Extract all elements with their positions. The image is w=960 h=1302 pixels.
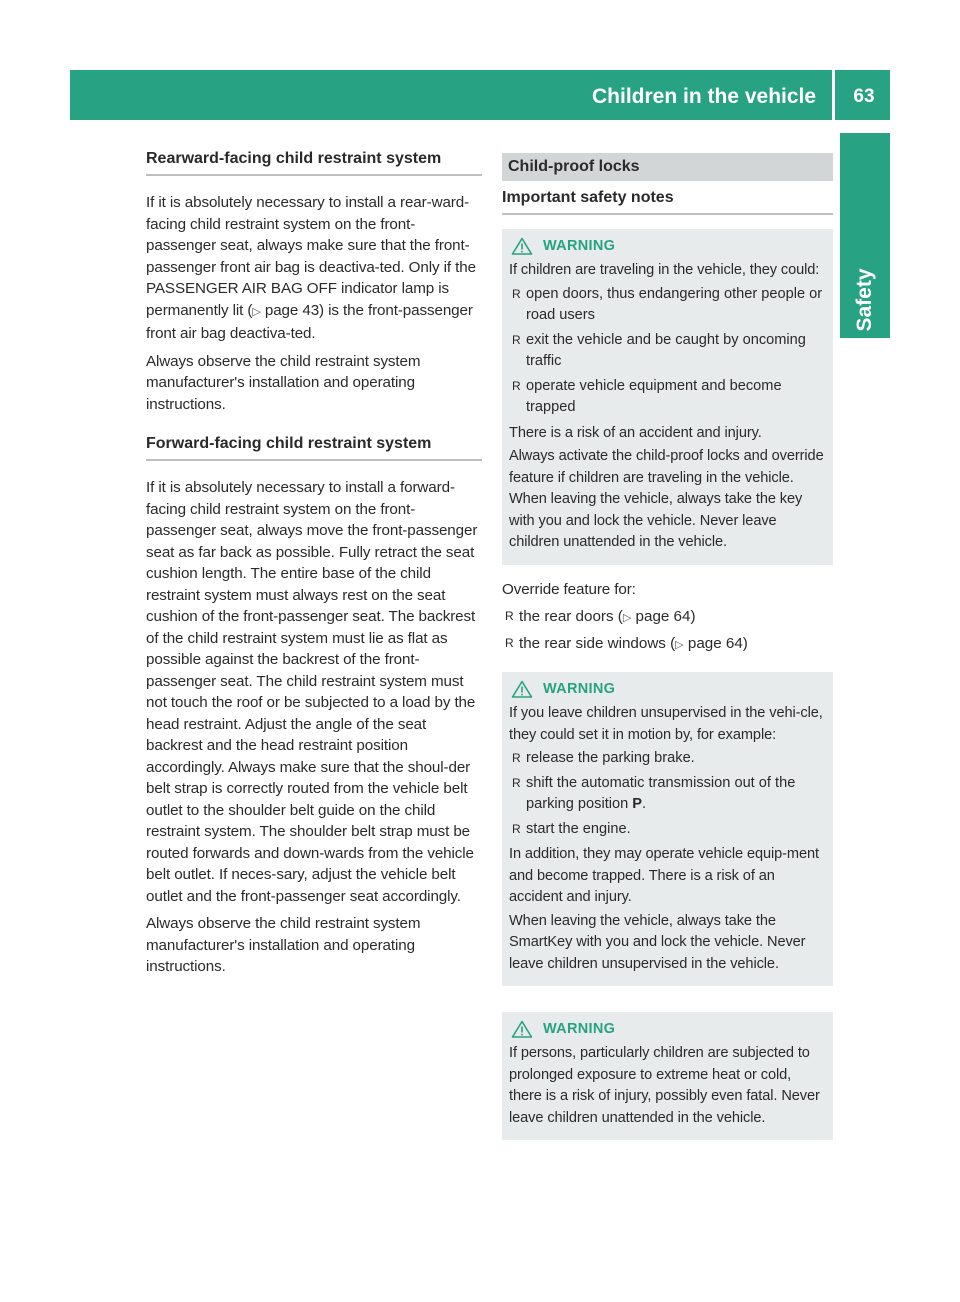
page-number: 63 xyxy=(853,86,875,107)
warning-triangle-icon xyxy=(511,237,533,255)
rearward-paragraph-1: If it is absolutely necessary to install a rear-ward-facing child restraint system on the front-passenger seat, always make sure that the front-passenger front air bag is deactiva-ted. Only if the PASSENGER AIR BAG OFF indicator lamp is permanently lit (▷ page 43) is the front-passenger front air bag deactiva-ted. xyxy=(146,194,476,342)
override-intro: Override feature for: xyxy=(502,580,636,598)
warning-2-list xyxy=(509,748,826,840)
bullet-icon: R xyxy=(512,286,521,301)
warning-1-risk: There is a risk of an accident and injury. xyxy=(509,424,762,441)
warning-2-intro: If you leave children unsupervised in the vehi-cle, they could set it in motion by, for example: xyxy=(509,705,823,743)
forward-paragraph-2: Always observe the child restraint system manufacturer's installation and operating instructions. xyxy=(146,915,421,975)
list-item: R exit the vehicle and be caught by oncoming traffic xyxy=(512,331,806,369)
warning-1-advice: Always activate the child-proof locks and override feature if children are traveling in the vehicle. When leaving the vehicle, always take the key with you and lock the vehicle. Never leave children unattended in the vehicle. xyxy=(509,448,824,550)
list-item: R start the engine. xyxy=(509,819,826,841)
bullet-icon: R xyxy=(512,775,521,790)
warning-box-1 xyxy=(502,229,833,565)
bullet-icon: R xyxy=(505,609,514,623)
bullet-icon: R xyxy=(512,751,521,765)
list-item: R open doors, thus endangering other people or road users xyxy=(512,285,823,323)
warning-3-text: If persons, particularly children are subjected to prolonged exposure to extreme heat or cold, there is a risk of injury, possibly even fatal. Never leave children unattended in the vehicle. xyxy=(509,1045,820,1126)
warning-2-advice: When leaving the vehicle, always take the SmartKey with you and lock the vehicle. Never leave children unsupervised in the vehicle. xyxy=(509,912,806,972)
page-reference-arrow-icon: ▷ xyxy=(252,305,261,318)
warning-1-list xyxy=(509,284,826,419)
bullet-icon: R xyxy=(512,332,521,347)
warning-triangle-icon xyxy=(511,680,533,698)
left-column xyxy=(146,150,482,984)
page-link-64-windows[interactable]: page 64 xyxy=(687,634,743,652)
page-link-64-doors[interactable]: page 64 xyxy=(635,608,691,625)
list-item: R operate vehicle equipment and become trapped xyxy=(512,377,782,415)
rearward-heading: Rearward-facing child restraint system xyxy=(146,150,482,176)
page-link-43[interactable]: page 43 xyxy=(264,301,320,319)
forward-heading: Forward-facing child restraint system xyxy=(146,435,482,461)
safety-notes-heading: Important safety notes xyxy=(502,189,833,215)
warning-label: WARNING xyxy=(543,238,616,254)
list-item: R the rear side windows (▷ page 64) xyxy=(502,633,833,657)
warning-label: WARNING xyxy=(543,1021,616,1037)
right-column xyxy=(502,153,833,1154)
page-reference-arrow-icon: ▷ xyxy=(622,612,632,624)
list-item: R release the parking brake. xyxy=(509,748,826,770)
section-title: Child-proof locks xyxy=(502,153,833,181)
forward-paragraph-1: If it is absolutely necessary to install a forward-facing child restraint system on the front-passenger seat, always move the front-passenger seat as far back as possible. Fully retract the seat cushion length. The entire base of the child restraint system must always rest on the seat cushion of the front-passenger seat. The backrest of the child restraint system must lie as flat as possible against the backrest of the front-passenger seat. The child restraint system must not touch the roof or be subjected to a load by the head restraint. Adjust the angle of the seat backrest and the head restraint position accordingly. Always make sure that the shoul-der belt strap is correctly routed from the vehicle belt outlet to the shoulder belt guide on the child restraint system. The shoulder belt strap must be routed forwards and down-wards from the vehicle belt outlet. If neces-sary, adjust the vehicle belt outlet and the front-passenger seat accordingly. xyxy=(146,479,478,905)
warning-triangle-icon xyxy=(511,1020,533,1038)
side-tab-label: Safety xyxy=(853,268,876,332)
warning-label: WARNING xyxy=(543,681,616,697)
warning-box-3 xyxy=(502,1012,833,1140)
page-reference-arrow-icon: ▷ xyxy=(675,638,684,651)
list-item: R the rear doors (▷ page 64) xyxy=(502,606,833,630)
warning-title xyxy=(509,237,826,255)
list-item: R shift the automatic transmission out of the parking position P. xyxy=(512,774,796,812)
override-list xyxy=(502,606,833,656)
warning-2-risk: In addition, they may operate vehicle equip-ment and become trapped. There is a risk of an accident and injury. xyxy=(509,846,819,905)
rearward-paragraph-2: Always observe the child restraint system manufacturer's installation and operating instructions. xyxy=(146,352,421,413)
bullet-icon: R xyxy=(505,635,514,650)
warning-1-intro: If children are traveling in the vehicle, they could: xyxy=(509,262,820,278)
chapter-title: Children in the vehicle xyxy=(592,85,817,108)
warning-box-2 xyxy=(502,672,833,986)
warning-title xyxy=(509,1020,826,1038)
bullet-icon: R xyxy=(512,378,521,393)
bullet-icon: R xyxy=(512,821,521,836)
warning-title xyxy=(509,680,826,698)
header-separator xyxy=(832,70,835,120)
